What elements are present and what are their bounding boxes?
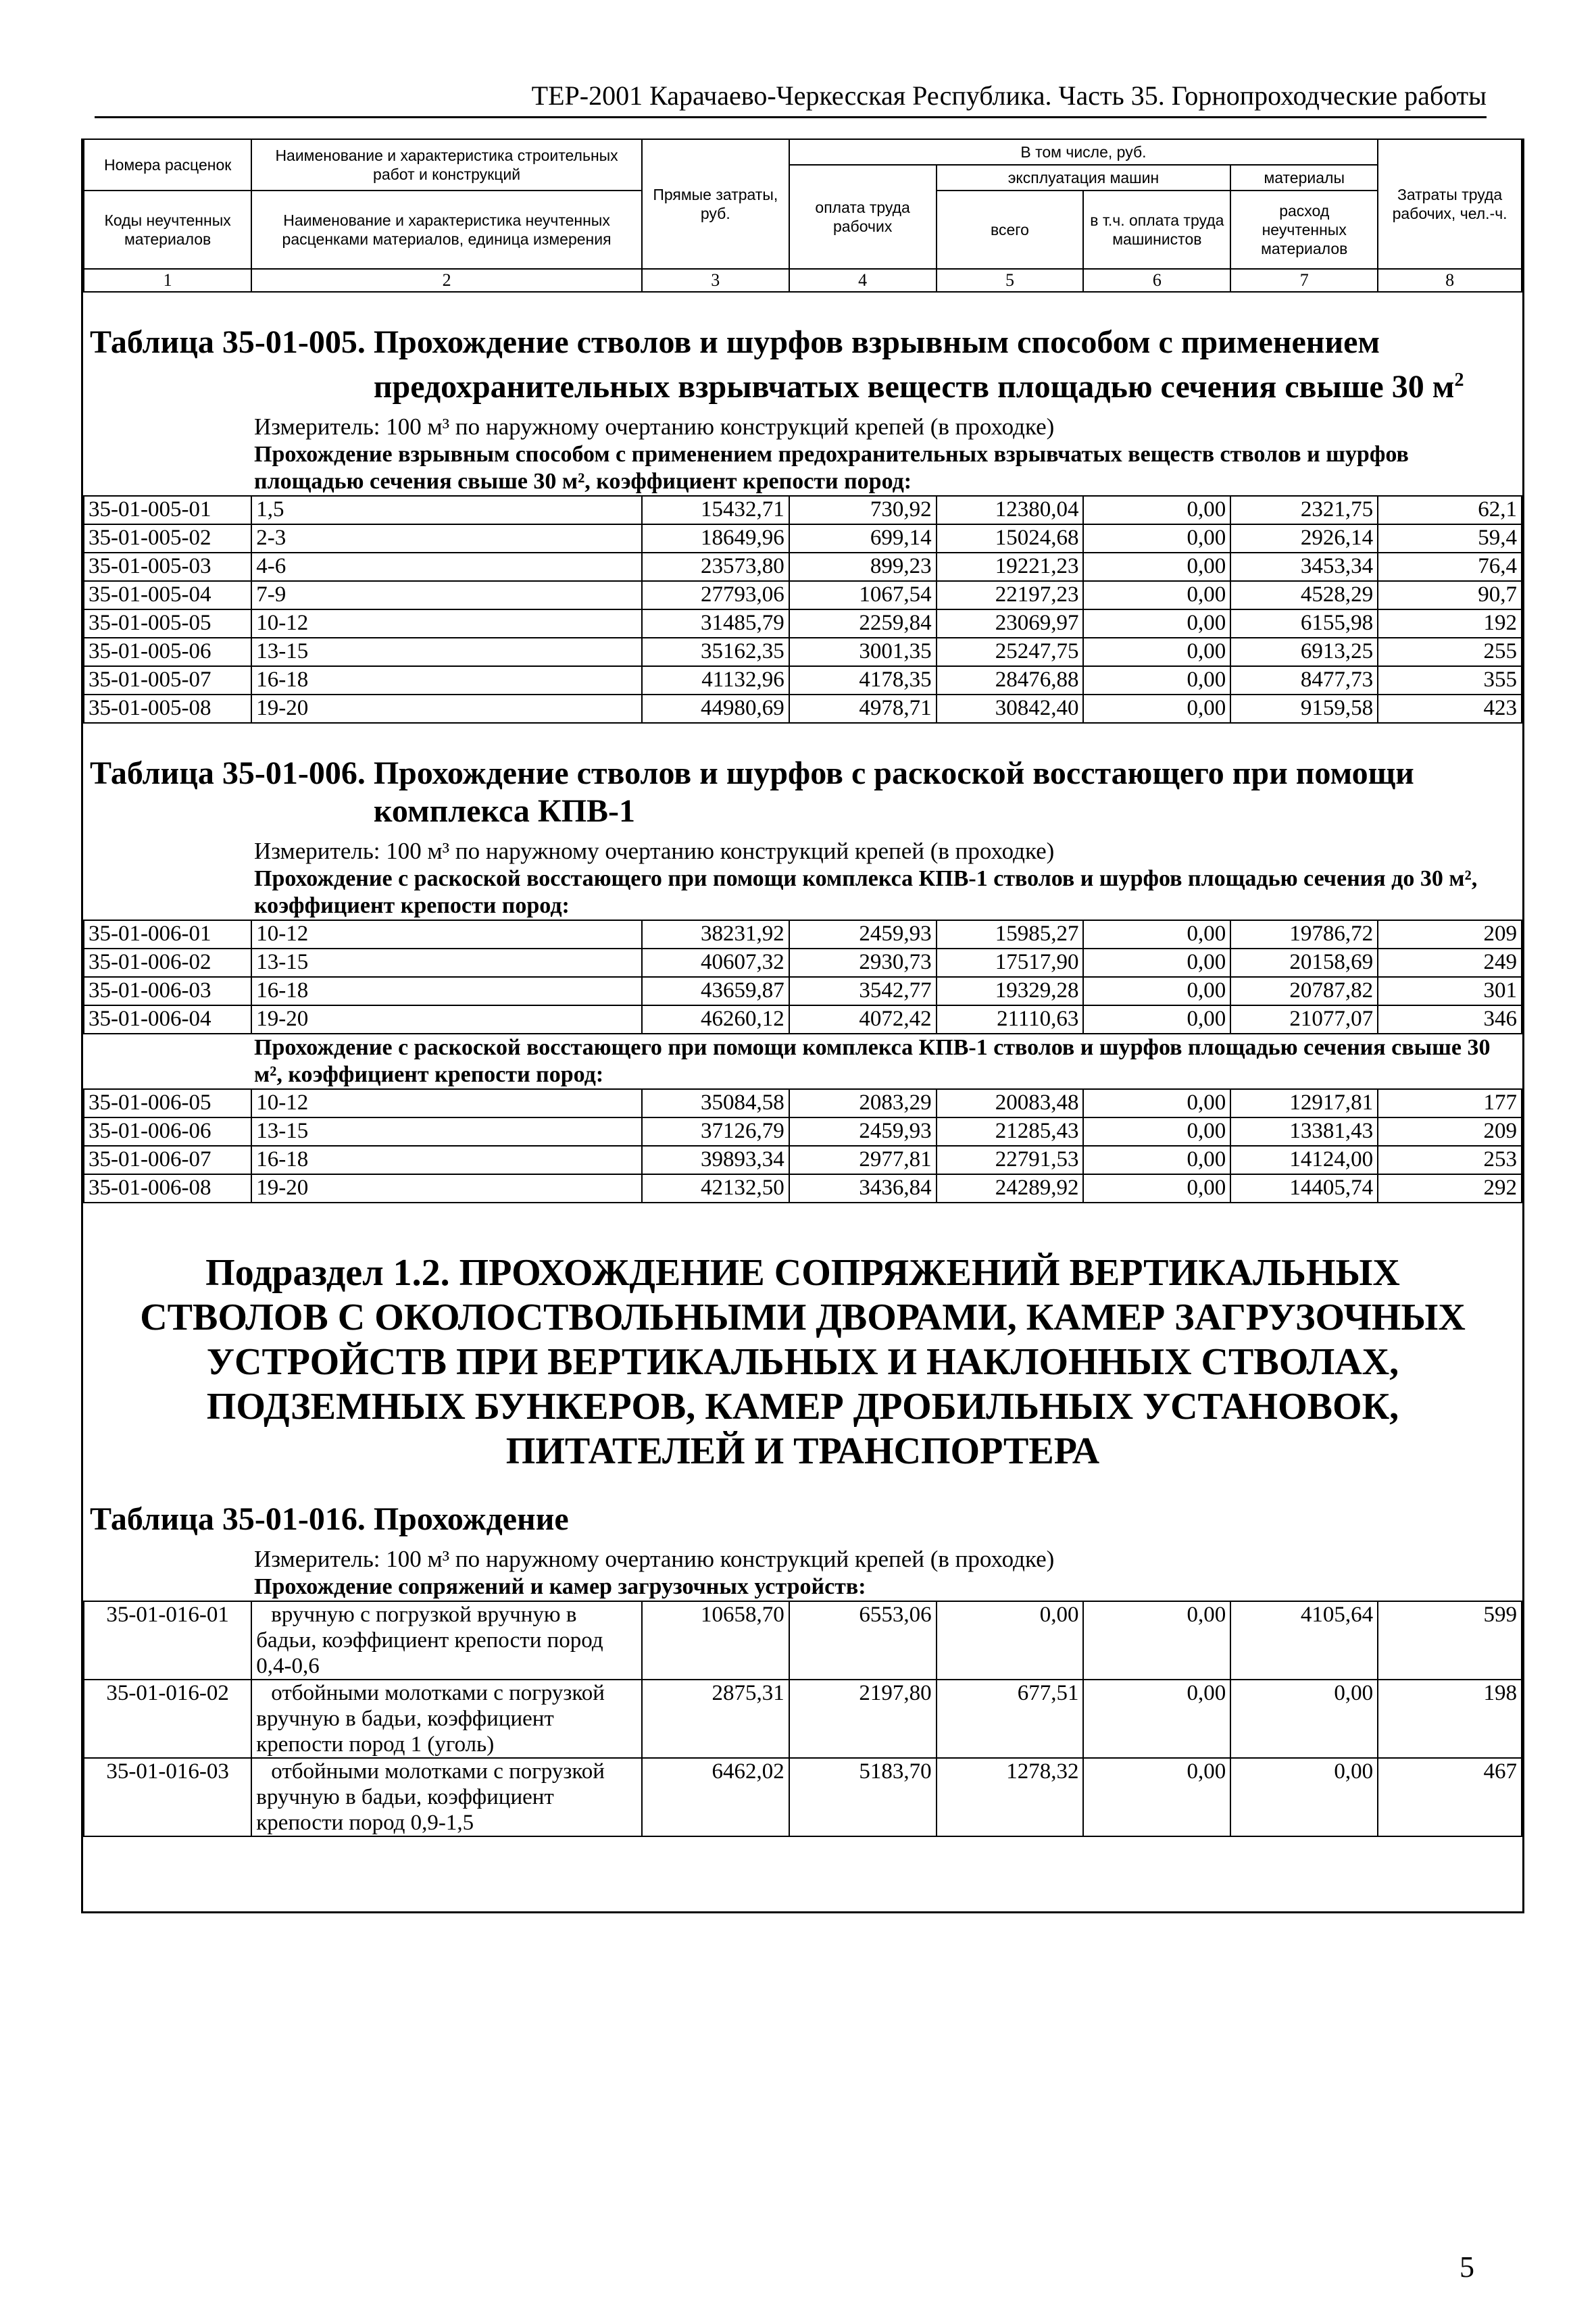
table-row bbox=[84, 920, 1522, 949]
table-005-title bbox=[83, 324, 1522, 406]
column-header-table bbox=[83, 139, 1522, 293]
col-num: 7 bbox=[1230, 269, 1378, 292]
rate-value: 41132,96 bbox=[642, 666, 789, 695]
rate-value: 899,23 bbox=[789, 553, 937, 581]
rate-value: 5183,70 bbox=[789, 1758, 937, 1836]
rate-value: 292 bbox=[1378, 1174, 1522, 1203]
rate-value: 21077,07 bbox=[1230, 1005, 1378, 1034]
table-row bbox=[84, 1758, 1522, 1836]
rate-value: 2977,81 bbox=[789, 1146, 937, 1174]
table-row bbox=[84, 553, 1522, 581]
rate-value: 0,00 bbox=[1083, 638, 1230, 666]
rate-description: 16-18 bbox=[251, 977, 642, 1005]
rate-description: 10-12 bbox=[251, 609, 642, 638]
rate-value: 24289,92 bbox=[937, 1174, 1084, 1203]
rate-value: 0,00 bbox=[1230, 1758, 1378, 1836]
rate-code: 35-01-006-03 bbox=[84, 977, 251, 1005]
rate-value: 0,00 bbox=[1230, 1680, 1378, 1758]
rate-value: 15432,71 bbox=[642, 496, 789, 524]
rate-value: 17517,90 bbox=[937, 949, 1084, 977]
col-num: 1 bbox=[84, 269, 251, 292]
rate-value: 0,00 bbox=[1083, 977, 1230, 1005]
rate-code: 35-01-005-01 bbox=[84, 496, 251, 524]
header-name-bottom: Наименование и характеристика неучтенных расценками материалов, единица измерения bbox=[251, 191, 642, 269]
rate-code: 35-01-016-02 bbox=[84, 1680, 251, 1758]
rate-value: 30842,40 bbox=[937, 695, 1084, 723]
table-016-name: Прохождение bbox=[373, 1501, 569, 1537]
rate-value: 301 bbox=[1378, 977, 1522, 1005]
header-name-top: Наименование и характеристика строительных работ и конструкций bbox=[251, 139, 642, 191]
table-016 bbox=[83, 1601, 1522, 1837]
rate-value: 4072,42 bbox=[789, 1005, 937, 1034]
rate-value: 0,00 bbox=[1083, 609, 1230, 638]
table-005-body bbox=[84, 496, 1522, 723]
rate-value: 14124,00 bbox=[1230, 1146, 1378, 1174]
rate-value: 0,00 bbox=[937, 1601, 1084, 1680]
rate-description: 4-6 bbox=[251, 553, 642, 581]
rate-code: 35-01-006-08 bbox=[84, 1174, 251, 1203]
rate-value: 23069,97 bbox=[937, 609, 1084, 638]
table-016-label: Таблица 35-01-016. bbox=[90, 1501, 366, 1537]
rate-code: 35-01-016-03 bbox=[84, 1758, 251, 1836]
rate-value: 43659,87 bbox=[642, 977, 789, 1005]
col-num: 8 bbox=[1378, 269, 1522, 292]
rate-value: 677,51 bbox=[937, 1680, 1084, 1758]
rate-value: 27793,06 bbox=[642, 581, 789, 609]
rate-value: 249 bbox=[1378, 949, 1522, 977]
rate-value: 13381,43 bbox=[1230, 1117, 1378, 1146]
rate-value: 0,00 bbox=[1083, 553, 1230, 581]
header-wage: оплата труда рабочих bbox=[789, 165, 937, 269]
rate-value: 4105,64 bbox=[1230, 1601, 1378, 1680]
rate-value: 4528,29 bbox=[1230, 581, 1378, 609]
rate-value: 6155,98 bbox=[1230, 609, 1378, 638]
rate-description: 13-15 bbox=[251, 638, 642, 666]
rate-value: 599 bbox=[1378, 1601, 1522, 1680]
rate-value: 0,00 bbox=[1083, 581, 1230, 609]
rate-value: 9159,58 bbox=[1230, 695, 1378, 723]
rate-value: 3436,84 bbox=[789, 1174, 937, 1203]
rate-value: 35084,58 bbox=[642, 1089, 789, 1117]
header-machinist-wage: в т.ч. оплата труда машинистов bbox=[1083, 191, 1230, 269]
header-machines-total: всего bbox=[937, 191, 1084, 269]
rate-value: 0,00 bbox=[1083, 1005, 1230, 1034]
table-row bbox=[84, 666, 1522, 695]
table-row bbox=[84, 1089, 1522, 1117]
subsection-heading: Подраздел 1.2. ПРОХОЖДЕНИЕ СОПРЯЖЕНИЙ ВЕРТИКАЛЬНЫХ СТВОЛОВ С ОКОЛОСТВОЛЬНЫМИ ДВОРАМИ, КАМЕР ЗАГРУЗОЧНЫХ УСТРОЙСТВ ПРИ ВЕРТИКАЛЬНЫХ И НАКЛОННЫХ СТВОЛАХ, ПОДЗЕМНЫХ БУНКЕРОВ, КАМЕР ДРОБИЛЬНЫХ УСТАНОВОК, ПИТАТЕЛЕЙ И ТРАНСПОРТЕРА bbox=[140, 1252, 1466, 1472]
rate-value: 0,00 bbox=[1083, 1146, 1230, 1174]
rate-value: 76,4 bbox=[1378, 553, 1522, 581]
table-016-caption: Прохождение сопряжений и камер загрузочных устройств: bbox=[254, 1574, 866, 1599]
header-material-use: расход неучтенных материалов bbox=[1230, 191, 1378, 269]
header-group: В том числе, руб. bbox=[789, 139, 1378, 165]
rate-value: 6913,25 bbox=[1230, 638, 1378, 666]
rate-description: 19-20 bbox=[251, 1174, 642, 1203]
rate-value: 42132,50 bbox=[642, 1174, 789, 1203]
table-row bbox=[84, 609, 1522, 638]
rate-value: 20083,48 bbox=[937, 1089, 1084, 1117]
rate-value: 198 bbox=[1378, 1680, 1522, 1758]
rate-value: 0,00 bbox=[1083, 695, 1230, 723]
rate-value: 28476,88 bbox=[937, 666, 1084, 695]
rate-value: 12917,81 bbox=[1230, 1089, 1378, 1117]
col-num: 6 bbox=[1083, 269, 1230, 292]
table-005-caption: Прохождение взрывным способом с применением предохранительных взрывчатых веществ стволов и шурфов площадью сечения свыше 30 м², коэффициент крепости пород: bbox=[254, 442, 1409, 494]
table-row bbox=[84, 1005, 1522, 1034]
table-006-part-1-body bbox=[84, 920, 1522, 1034]
rate-code: 35-01-005-05 bbox=[84, 609, 251, 638]
column-number-row bbox=[84, 269, 1522, 292]
rate-value: 2875,31 bbox=[642, 1680, 789, 1758]
rate-code: 35-01-005-06 bbox=[84, 638, 251, 666]
header-direct-costs: Прямые затраты, руб. bbox=[642, 139, 789, 269]
rate-value: 423 bbox=[1378, 695, 1522, 723]
rate-value: 37126,79 bbox=[642, 1117, 789, 1146]
table-row bbox=[84, 638, 1522, 666]
rate-value: 0,00 bbox=[1083, 1174, 1230, 1203]
rate-value: 46260,12 bbox=[642, 1005, 789, 1034]
rate-value: 346 bbox=[1378, 1005, 1522, 1034]
rate-value: 0,00 bbox=[1083, 1089, 1230, 1117]
table-006-part-1 bbox=[83, 920, 1522, 1034]
table-005-measure: Измеритель: 100 м³ по наружному очертанию конструкций крепей (в проходке) bbox=[254, 413, 1055, 440]
rate-code: 35-01-006-01 bbox=[84, 920, 251, 949]
header-labor: Затраты труда рабочих, чел.-ч. bbox=[1378, 139, 1522, 269]
rate-value: 19329,28 bbox=[937, 977, 1084, 1005]
rate-value: 2083,29 bbox=[789, 1089, 937, 1117]
table-row bbox=[84, 524, 1522, 553]
rate-code: 35-01-006-05 bbox=[84, 1089, 251, 1117]
rate-description: 1,5 bbox=[251, 496, 642, 524]
rate-value: 39893,34 bbox=[642, 1146, 789, 1174]
table-006-caption-2: Прохождение с раскоской восстающего при помощи комплекса КПВ-1 стволов и шурфов площадью сечения свыше 30 м², коэффициент крепости пород: bbox=[254, 1035, 1491, 1087]
rate-value: 699,14 bbox=[789, 524, 937, 553]
rate-value: 0,00 bbox=[1083, 496, 1230, 524]
table-row bbox=[84, 1601, 1522, 1680]
rate-value: 0,00 bbox=[1083, 666, 1230, 695]
rate-value: 35162,35 bbox=[642, 638, 789, 666]
rate-code: 35-01-006-02 bbox=[84, 949, 251, 977]
rate-description: отбойными молотками с погрузкой вручную в бадьи, коэффициент крепости пород 0,9-1,5 bbox=[251, 1758, 642, 1836]
table-row bbox=[84, 1680, 1522, 1758]
table-016-title bbox=[83, 1501, 1522, 1538]
rate-value: 2197,80 bbox=[789, 1680, 937, 1758]
rate-value: 15985,27 bbox=[937, 920, 1084, 949]
rate-value: 90,7 bbox=[1378, 581, 1522, 609]
rate-description: вручную с погрузкой вручную в бадьи, коэффициент крепости пород 0,4-0,6 bbox=[251, 1601, 642, 1680]
rate-code: 35-01-005-02 bbox=[84, 524, 251, 553]
rate-value: 253 bbox=[1378, 1146, 1522, 1174]
table-row bbox=[84, 1146, 1522, 1174]
document-frame bbox=[81, 139, 1524, 1913]
rate-description: 16-18 bbox=[251, 666, 642, 695]
rate-value: 0,00 bbox=[1083, 1758, 1230, 1836]
rate-description: 16-18 bbox=[251, 1146, 642, 1174]
rate-value: 2259,84 bbox=[789, 609, 937, 638]
rate-value: 0,00 bbox=[1083, 1680, 1230, 1758]
rate-description: 10-12 bbox=[251, 1089, 642, 1117]
rate-value: 40607,32 bbox=[642, 949, 789, 977]
rate-value: 1067,54 bbox=[789, 581, 937, 609]
rate-code: 35-01-005-03 bbox=[84, 553, 251, 581]
rate-value: 25247,75 bbox=[937, 638, 1084, 666]
frame-bottom-space bbox=[83, 1837, 1522, 1911]
rate-value: 22197,23 bbox=[937, 581, 1084, 609]
rate-description: отбойными молотками с погрузкой вручную в бадьи, коэффициент крепости пород 1 (уголь) bbox=[251, 1680, 642, 1758]
rate-description: 2-3 bbox=[251, 524, 642, 553]
table-005-name: Прохождение стволов и шурфов взрывным способом с применением предохранительных взрывчатых веществ площадью сечения свыше 30 м bbox=[373, 324, 1455, 405]
rate-value: 14405,74 bbox=[1230, 1174, 1378, 1203]
rate-value: 6462,02 bbox=[642, 1758, 789, 1836]
rate-value: 1278,32 bbox=[937, 1758, 1084, 1836]
header-machines: эксплуатация машин bbox=[937, 165, 1231, 191]
rate-value: 209 bbox=[1378, 920, 1522, 949]
table-005 bbox=[83, 495, 1522, 724]
rate-code: 35-01-006-04 bbox=[84, 1005, 251, 1034]
table-016-measure: Измеритель: 100 м³ по наружному очертанию конструкций крепей (в проходке) bbox=[254, 1546, 1055, 1572]
table-006-label: Таблица 35-01-006. bbox=[90, 755, 366, 791]
rate-code: 35-01-006-06 bbox=[84, 1117, 251, 1146]
rate-description: 7-9 bbox=[251, 581, 642, 609]
rate-value: 19221,23 bbox=[937, 553, 1084, 581]
col-num: 3 bbox=[642, 269, 789, 292]
rate-value: 12380,04 bbox=[937, 496, 1084, 524]
rate-value: 0,00 bbox=[1083, 920, 1230, 949]
rate-value: 0,00 bbox=[1083, 1117, 1230, 1146]
rate-value: 3542,77 bbox=[789, 977, 937, 1005]
rate-value: 255 bbox=[1378, 638, 1522, 666]
rate-value: 2926,14 bbox=[1230, 524, 1378, 553]
rate-value: 3453,34 bbox=[1230, 553, 1378, 581]
col-num: 4 bbox=[789, 269, 937, 292]
rate-code: 35-01-005-07 bbox=[84, 666, 251, 695]
rate-value: 177 bbox=[1378, 1089, 1522, 1117]
table-row bbox=[84, 695, 1522, 723]
table-005-label: Таблица 35-01-005. bbox=[90, 324, 366, 360]
rate-code: 35-01-005-08 bbox=[84, 695, 251, 723]
rate-value: 4978,71 bbox=[789, 695, 937, 723]
table-row bbox=[84, 581, 1522, 609]
table-row bbox=[84, 977, 1522, 1005]
rate-value: 38231,92 bbox=[642, 920, 789, 949]
rate-value: 730,92 bbox=[789, 496, 937, 524]
table-006-part-2-body bbox=[84, 1089, 1522, 1203]
rate-value: 59,4 bbox=[1378, 524, 1522, 553]
rate-value: 62,1 bbox=[1378, 496, 1522, 524]
col-num: 5 bbox=[937, 269, 1084, 292]
rate-value: 15024,68 bbox=[937, 524, 1084, 553]
rate-value: 22791,53 bbox=[937, 1146, 1084, 1174]
rate-code: 35-01-005-04 bbox=[84, 581, 251, 609]
page-header: ТЕР-2001 Карачаево-Черкесская Республика. Часть 35. Горнопроходческие работы bbox=[95, 80, 1487, 118]
rate-value: 20787,82 bbox=[1230, 977, 1378, 1005]
rate-value: 467 bbox=[1378, 1758, 1522, 1836]
rate-value: 2459,93 bbox=[789, 1117, 937, 1146]
rate-value: 209 bbox=[1378, 1117, 1522, 1146]
rate-value: 0,00 bbox=[1083, 949, 1230, 977]
rate-value: 8477,73 bbox=[1230, 666, 1378, 695]
rate-value: 10658,70 bbox=[642, 1601, 789, 1680]
rate-value: 31485,79 bbox=[642, 609, 789, 638]
table-row bbox=[84, 496, 1522, 524]
rate-value: 355 bbox=[1378, 666, 1522, 695]
rate-value: 19786,72 bbox=[1230, 920, 1378, 949]
rate-value: 21285,43 bbox=[937, 1117, 1084, 1146]
rate-code: 35-01-006-07 bbox=[84, 1146, 251, 1174]
rate-value: 0,00 bbox=[1083, 1601, 1230, 1680]
table-006-caption-1: Прохождение с раскоской восстающего при помощи комплекса КПВ-1 стволов и шурфов площадью сечения до 30 м², коэффициент крепости пород: bbox=[254, 866, 1478, 918]
rate-value: 23573,80 bbox=[642, 553, 789, 581]
rate-value: 20158,69 bbox=[1230, 949, 1378, 977]
rate-description: 13-15 bbox=[251, 949, 642, 977]
rate-value: 0,00 bbox=[1083, 524, 1230, 553]
rate-value: 2930,73 bbox=[789, 949, 937, 977]
page-number: 5 bbox=[1460, 2250, 1474, 2284]
table-006-name: Прохождение стволов и шурфов с раскоской восстающего при помощи комплекса КПВ-1 bbox=[373, 755, 1414, 829]
rate-value: 6553,06 bbox=[789, 1601, 937, 1680]
rate-value: 192 bbox=[1378, 609, 1522, 638]
table-row bbox=[84, 1174, 1522, 1203]
table-row bbox=[84, 1117, 1522, 1146]
header-codes-bottom: Коды неучтенных материалов bbox=[84, 191, 251, 269]
rate-value: 3001,35 bbox=[789, 638, 937, 666]
rate-value: 2459,93 bbox=[789, 920, 937, 949]
table-005-sup: 2 bbox=[1454, 370, 1464, 391]
rate-value: 4178,35 bbox=[789, 666, 937, 695]
table-006-measure: Измеритель: 100 м³ по наружному очертанию конструкций крепей (в проходке) bbox=[254, 838, 1055, 864]
rate-description: 13-15 bbox=[251, 1117, 642, 1146]
rate-value: 44980,69 bbox=[642, 695, 789, 723]
rate-description: 19-20 bbox=[251, 1005, 642, 1034]
col-num: 2 bbox=[251, 269, 642, 292]
table-006-part-2 bbox=[83, 1088, 1522, 1203]
rate-description: 10-12 bbox=[251, 920, 642, 949]
rate-description: 19-20 bbox=[251, 695, 642, 723]
table-row bbox=[84, 949, 1522, 977]
header-codes-top: Номера расценок bbox=[84, 139, 251, 191]
rate-code: 35-01-016-01 bbox=[84, 1601, 251, 1680]
table-016-body bbox=[84, 1601, 1522, 1836]
rate-value: 18649,96 bbox=[642, 524, 789, 553]
header-materials: материалы bbox=[1230, 165, 1378, 191]
table-006-title bbox=[83, 755, 1522, 830]
rate-value: 21110,63 bbox=[937, 1005, 1084, 1034]
rate-value: 2321,75 bbox=[1230, 496, 1378, 524]
